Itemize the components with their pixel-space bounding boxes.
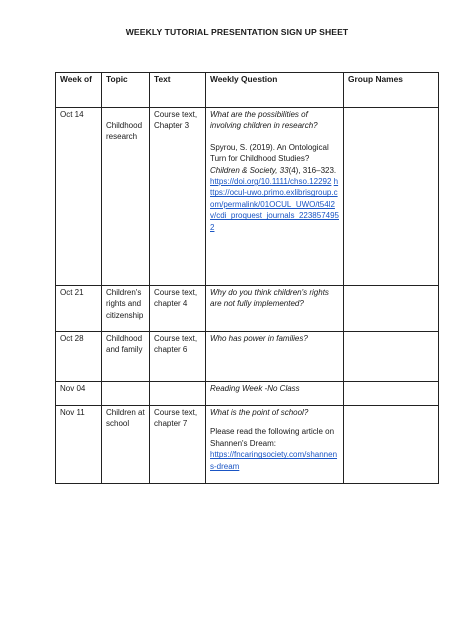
- group-names-cell[interactable]: [344, 332, 439, 382]
- weekly-question: What are the possibilities of involving children in research?: [210, 110, 318, 131]
- weekly-question: Who has power in families?: [206, 332, 344, 382]
- text-cell: Course text, Chapter 3: [150, 108, 206, 286]
- table-row: [56, 382, 439, 406]
- citation: [210, 142, 339, 233]
- header-row: [56, 73, 439, 108]
- header-text: Text: [150, 73, 206, 108]
- weekly-question: Why do you think children's rights are not fully implemented?: [206, 286, 344, 332]
- text-cell: Course text, chapter 6: [150, 332, 206, 382]
- week-cell: Oct 14: [56, 108, 102, 286]
- weekly-question: What is the point of school?: [210, 408, 309, 417]
- week-cell: Oct 28: [56, 332, 102, 382]
- reading-note: Please read the following article on Shannen's Dream:: [210, 427, 335, 448]
- text-cell: [150, 382, 206, 406]
- signup-table: [55, 72, 439, 484]
- group-names-cell[interactable]: [344, 108, 439, 286]
- text-cell: Course text, chapter 7: [150, 406, 206, 484]
- table-row: [56, 406, 439, 484]
- question-cell: [206, 108, 344, 286]
- week-cell: Nov 04: [56, 382, 102, 406]
- question-cell: [206, 406, 344, 484]
- table-row: [56, 332, 439, 382]
- citation-journal: Children & Society, 33: [210, 165, 289, 175]
- citation-authors: Spyrou, S. (2019). An Ontological Turn for Childhood Studies?: [210, 142, 329, 164]
- page-title: WEEKLY TUTORIAL PRESENTATION SIGN UP SHEET: [125, 27, 349, 37]
- doi-link[interactable]: https://doi.org/10.1111/chso.12292: [210, 177, 332, 187]
- topic-cell: Children's rights and citizenship: [102, 286, 150, 332]
- topic-text: Childhood research: [106, 121, 143, 142]
- article-link[interactable]: https://fncaringsociety.com/shannens-dream: [210, 450, 338, 471]
- text-cell: Course text, chapter 4: [150, 286, 206, 332]
- weekly-question: Reading Week -No Class: [206, 382, 344, 406]
- header-topic: Topic: [102, 73, 150, 108]
- topic-cell: [102, 382, 150, 406]
- citation-pages: (4), 316–323.: [288, 165, 337, 175]
- header-question: Weekly Question: [206, 73, 344, 108]
- group-names-cell[interactable]: [344, 382, 439, 406]
- header-week: Week of: [56, 73, 102, 108]
- table-row: [56, 108, 439, 286]
- topic-cell: Childhood and family: [102, 332, 150, 382]
- topic-cell: [102, 108, 150, 286]
- week-cell: Oct 21: [56, 286, 102, 332]
- group-names-cell[interactable]: [344, 286, 439, 332]
- table-row: [56, 286, 439, 332]
- library-link[interactable]: https://ocul-uwo.primo.exlibrisgroup.com/permalink/01OCUL_UWO/t54l2v/cdi_proquest_journals_2238574952: [210, 177, 339, 232]
- week-cell: Nov 11: [56, 406, 102, 484]
- group-names-cell[interactable]: [344, 406, 439, 484]
- topic-cell: Children at school: [102, 406, 150, 484]
- header-group-names: Group Names: [344, 73, 439, 108]
